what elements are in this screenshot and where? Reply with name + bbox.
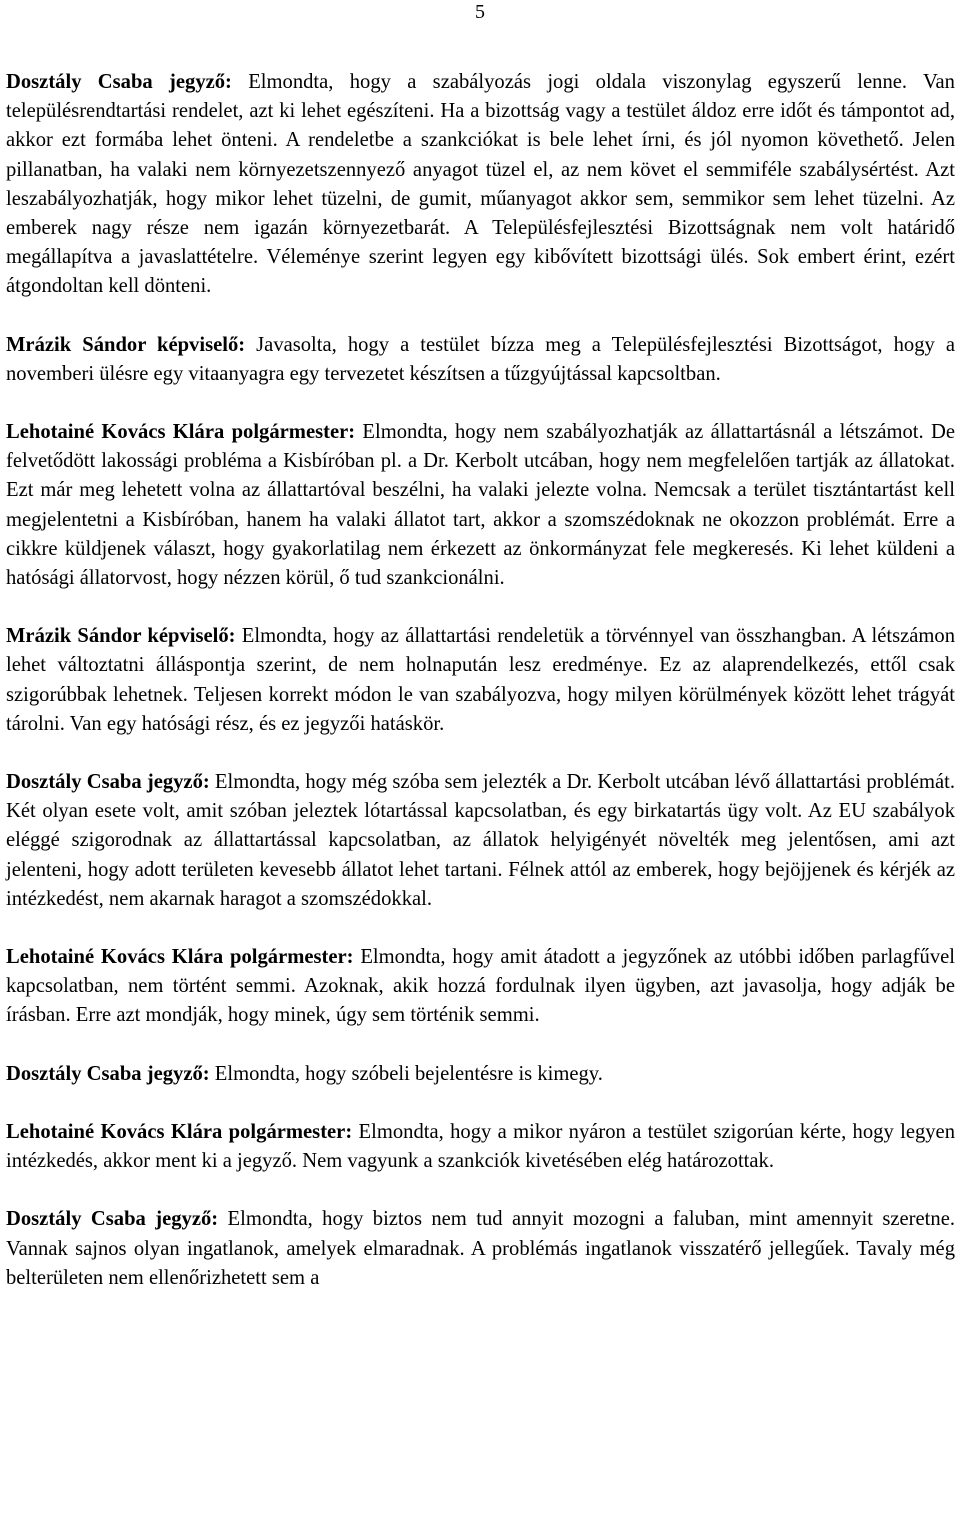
paragraph-text: Elmondta, hogy szóbeli bejelentésre is kimegy. bbox=[209, 1062, 603, 1085]
speaker-name: Dosztály Csaba jegyző: bbox=[6, 771, 210, 794]
paragraph bbox=[6, 68, 955, 302]
paragraph-text: Elmondta, hogy nem szabályozhatják az állattartásnál a létszámot. De felvetődött lakossági probléma a Kisbíróban pl. a Dr. Kerbolt utcában, hogy nem megfelelően tartják az állatokat. Ezt már meg lehetett volna az állattartóval beszélni, ha valaki jelezte volna. Nemcsak a terület tisztántartást kell megjelentetni a Kisbíróban, hanem ha valaki állatot tart, akkor a szomszédoknak ne okozzon problémát. Erre a cikkre küldjenek választ, hogy gyakorlatilag nem érkezett az önkormányzat fele megkeresés. Ki lehet küldeni a hatósági állatorvost, hogy nézzen körül, ő tud szankcionálni. bbox=[6, 421, 955, 590]
paragraph-text: Javasolta, hogy a testület bízza meg a Településfejlesztési Bizottságot, hogy a novemberi ülésre egy vitaanyagra egy tervezetet készítsen a tűzgyújtással kapcsoltban. bbox=[6, 333, 955, 385]
paragraph-text: Elmondta, hogy még szóba sem jelezték a Dr. Kerbolt utcában lévő állattartási problémát. Két olyan esete volt, amit szóban jeleztek lótartással kapcsolatban, és egy birkatartás ügy volt. Az EU szabályok eléggé szigorodnak az állattartással kapcsolatban, az állatok helyigényét növelték meg jelentősen, ami azt jelenteni, hogy adott területen kevesebb állatot lehet tartani. Félnek attól az emberek, hogy bejöjjenek és kérjék az intézkedést, nem akarnak haragot a szomszédokkal. bbox=[6, 771, 956, 910]
paragraph bbox=[6, 331, 955, 389]
paragraph bbox=[6, 1118, 955, 1176]
paragraph bbox=[6, 622, 955, 739]
speaker-name: Dosztály Csaba jegyző: bbox=[6, 1062, 210, 1085]
speaker-name: Lehotainé Kovács Klára polgármester: bbox=[6, 946, 354, 969]
paragraph-text: Elmondta, hogy a mikor nyáron a testület szigorúan kérte, hogy legyen intézkedés, akkor ment ki a jegyző. Nem vagyunk a szankciók kivetésében elég határozottak. bbox=[6, 1120, 955, 1173]
speaker-name: Mrázik Sándor képviselő: bbox=[6, 333, 246, 356]
document-body bbox=[6, 68, 955, 1322]
paragraph bbox=[6, 1205, 955, 1293]
paragraph-text: Elmondta, hogy biztos nem tud annyit mozogni a faluban, mint amennyit szeretne. Vannak sajnos olyan ingatlanok, amelyek elmaradnak. A problémás ingatlanok visszatérő jellegűek. Tavaly még belterületen nem ellenőrizhetett sem a bbox=[6, 1208, 955, 1289]
paragraph bbox=[6, 418, 955, 593]
speaker-name: Mrázik Sándor képviselő: bbox=[6, 625, 236, 648]
page-number: 5 bbox=[475, 1, 485, 23]
paragraph bbox=[6, 768, 955, 914]
speaker-name: Lehotainé Kovács Klára polgármester: bbox=[6, 421, 356, 444]
paragraph bbox=[6, 943, 955, 1031]
speaker-name: Dosztály Csaba jegyző: bbox=[6, 71, 232, 93]
paragraph-text: Elmondta, hogy a szabályozás jogi oldala viszonylag egyszerű lenne. Van településrendtartási rendelet, azt ki lehet egészíteni. Ha a bizottság vagy a testület áldoz erre időt és támpontot ad, akkor ezt formába lehet önteni. A rendeletbe a szankciókat is bele lehet írni, és jól nyomon követhető. Jelen pillanatban, ha valaki nem környezetszennyező anyagot tüzel el, az nem követ el semmiféle szabálysértést. Azt leszabályozhatják, hogy mikor lehet tüzelni, de gumit, műanyagot akkor sem, semmikor sem lehet tüzelni. Az emberek nagy része nem igazán környezetbarát. A Településfejlesztési Bizottságnak nem volt határidő megállapítva a javaslattételre. Véleménye szerint legyen egy kibővített bizottsági ülés. Sok embert érint, ezért átgondoltan kell dönteni. bbox=[6, 71, 955, 298]
paragraph bbox=[6, 1060, 955, 1089]
paragraph-text: Elmondta, hogy amit átadott a jegyzőnek az utóbbi időben parlagfűvel kapcsolatban, nem történt semmi. Azoknak, akik hozzá fordulnak ilyen ügyben, azt javasolja, hogy adják be írásban. Erre azt mondják, hogy minek, úgy sem történik semmi. bbox=[6, 946, 955, 1027]
speaker-name: Lehotainé Kovács Klára polgármester: bbox=[6, 1120, 353, 1143]
paragraph-text: Elmondta, hogy az állattartási rendeletük a törvénnyel van összhangban. A létszámon lehet változtatni álláspontja szerint, de nem holnapután lesz eredménye. Ez az alaprendelkezés, ettől csak szigorúbbak lehetnek. Teljesen korrekt módon le van szabályozva, hogy milyen körülmények között lehet trágyát tárolni. Van egy hatósági rész, és ez jegyzői hatáskör. bbox=[6, 625, 955, 735]
speaker-name: Dosztály Csaba jegyző: bbox=[6, 1208, 219, 1231]
